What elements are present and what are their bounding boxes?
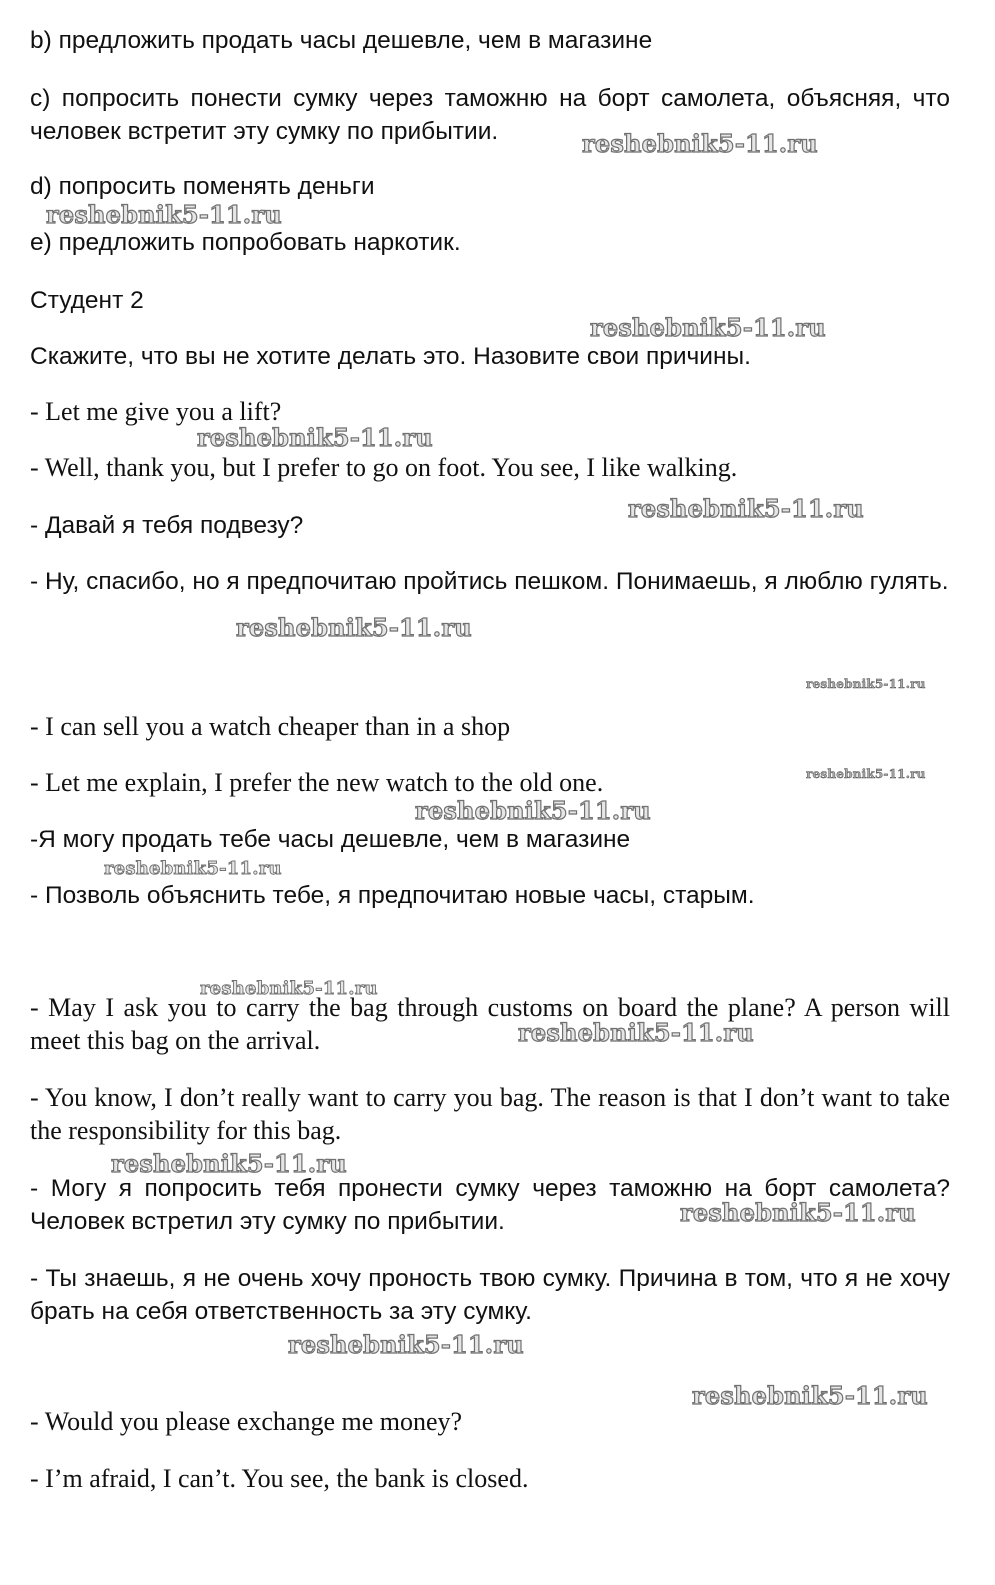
watermark-7-small: reshebnik5-11.ru	[806, 677, 926, 691]
watermark-3: reshebnik5-11.ru	[590, 313, 826, 342]
dialogue-line-en-4: - Let me explain, I prefer the new watch to the old one.	[30, 768, 604, 797]
watermark-5: reshebnik5-11.ru	[628, 494, 864, 523]
dialogue-line-en-1: - Let me give you a lift?	[30, 397, 282, 426]
watermark-6: reshebnik5-11.ru	[236, 613, 472, 642]
dialogue-line-en-2: - Well, thank you, but I prefer to go on foot. You see, I like walking.	[30, 453, 738, 482]
text-line-option-e: e) предложить попробовать наркотик.	[30, 229, 461, 256]
text-line-option-c: c) попросить понести сумку через таможню на борт самолета, объясняя, что человек встретит эту сумку по прибытии.	[30, 85, 950, 145]
text-line-option-b: b) предложить продать часы дешевле, чем в магазине	[30, 27, 653, 54]
dialogue-line-en-6: - You know, I don’t really want to carry you bag. The reason is that I don’t want to take the responsibility for this bag.	[30, 1083, 950, 1145]
dialogue-line-en-5: - May I ask you to carry the bag through customs on board the plane? A person will meet this bag on the arrival.	[30, 993, 950, 1055]
student-heading: Студент 2	[30, 287, 144, 314]
text-line-option-d: d) попросить поменять деньги	[30, 173, 375, 200]
watermark-13: reshebnik5-11.ru	[111, 1149, 347, 1178]
dialogue-line-en-7: - Would you please exchange me money?	[30, 1407, 463, 1436]
watermark-11: reshebnik5-11.ru	[200, 978, 378, 999]
watermark-1: reshebnik5-11.ru	[582, 129, 818, 158]
watermark-14: reshebnik5-11.ru	[680, 1198, 916, 1227]
dialogue-line-ru-1: - Давай я тебя подвезу?	[30, 512, 304, 539]
dialogue-line-ru-6: - Ты знаешь, я не очень хочу проность твою сумку. Причина в том, что я не хочу брать на себя ответственность за эту сумку.	[30, 1265, 950, 1325]
dialogue-line-en-3: - I can sell you a watch cheaper than in a shop	[30, 712, 511, 741]
dialogue-line-ru-2: - Ну, спасибо, но я предпочитаю пройтись пешком. Понимаешь, я люблю гулять.	[30, 568, 949, 595]
watermark-15: reshebnik5-11.ru	[288, 1330, 524, 1359]
dialogue-line-ru-5: - Могу я попросить тебя пронести сумку через таможню на борт самолета? Человек встретил эту сумку по прибытии.	[30, 1175, 950, 1235]
watermark-16: reshebnik5-11.ru	[692, 1381, 928, 1410]
watermark-2: reshebnik5-11.ru	[46, 200, 282, 229]
watermark-4: reshebnik5-11.ru	[197, 423, 433, 452]
watermark-12: reshebnik5-11.ru	[518, 1018, 754, 1047]
watermark-10: reshebnik5-11.ru	[104, 858, 282, 879]
dialogue-line-ru-4: - Позволь объяснить тебе, я предпочитаю новые часы, старым.	[30, 882, 755, 909]
dialogue-line-ru-3: -Я могу продать тебе часы дешевле, чем в магазине	[30, 826, 631, 853]
instruction-line: Скажите, что вы не хотите делать это. Назовите свои причины.	[30, 343, 751, 370]
dialogue-line-en-8: - I’m afraid, I can’t. You see, the bank is closed.	[30, 1464, 529, 1493]
watermark-8-small: reshebnik5-11.ru	[806, 767, 926, 781]
watermark-9: reshebnik5-11.ru	[415, 796, 651, 825]
